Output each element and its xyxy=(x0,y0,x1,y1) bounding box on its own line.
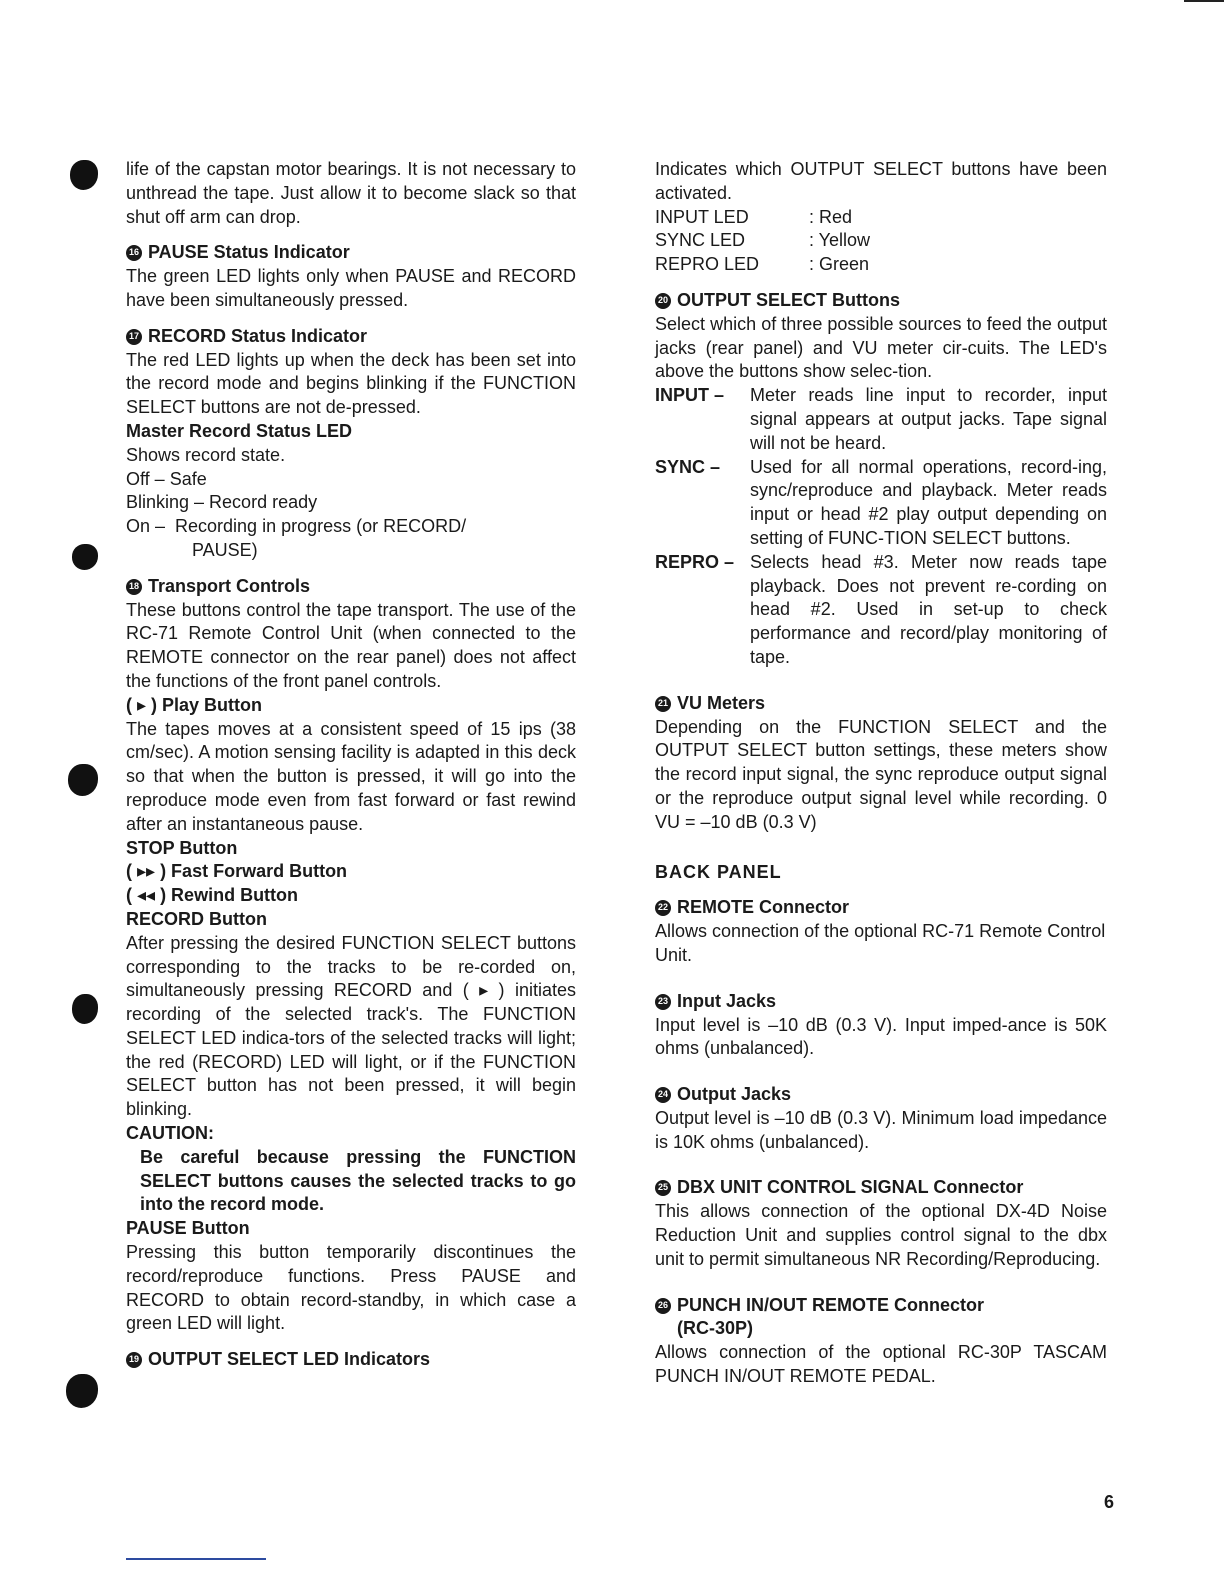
definition-sync xyxy=(655,456,1107,551)
caution-title: CAUTION: xyxy=(126,1123,214,1144)
dbx-heading xyxy=(655,1176,1107,1200)
ff-button-title: ( ▸▸ ) Fast Forward Button xyxy=(126,861,348,882)
item-number-badge: 18 xyxy=(126,579,142,595)
remote-text: Allows connection of the optional RC-71 Remote Control Unit. xyxy=(655,921,1106,965)
item-number-badge: 22 xyxy=(655,900,671,916)
play-button-text: The tapes moves at a consistent speed of 15 ips (38 cm/sec). A motion sensing facility is adapted in this deck so that when the button is pressed, it will go into the reproduce mode even from fast forward or fast rewind after an instantaneous pause. xyxy=(126,718,576,834)
stop-button-title: STOP Button xyxy=(126,837,238,858)
caution-text: Be careful because pressing the FUNCTION SELECT buttons causes the selected tracks to go into the record mode. xyxy=(140,1146,576,1215)
led-value: : Green xyxy=(809,254,870,275)
vu-meters-heading xyxy=(655,692,1107,716)
definition-term: SYNC – xyxy=(655,456,721,477)
punch-hole-2 xyxy=(72,544,98,570)
back-panel-heading: BACK PANEL xyxy=(655,861,782,882)
bottom-rule xyxy=(126,1558,266,1560)
definition-body: Meter reads line input to recorder, input signal appears at output jacks. Tape signal will not be heard. xyxy=(750,385,1107,453)
punch-hole-3 xyxy=(68,764,98,796)
heading-text: PUNCH IN/OUT REMOTE Connector xyxy=(677,1294,985,1315)
definition-input xyxy=(655,384,1107,455)
heading-text: VU Meters xyxy=(677,692,766,713)
pause-button-title: PAUSE Button xyxy=(126,1218,250,1239)
heading-text: OUTPUT SELECT Buttons xyxy=(677,289,900,310)
right-column xyxy=(655,158,1107,1389)
output-led-heading xyxy=(126,1348,576,1372)
heading-text: PAUSE Status Indicator xyxy=(148,242,350,263)
item-number-badge: 20 xyxy=(655,293,671,309)
item-number-badge: 16 xyxy=(126,245,142,261)
led-row xyxy=(655,229,1107,253)
output-jacks-heading xyxy=(655,1083,1107,1107)
master-line: Shows record state. xyxy=(126,444,286,465)
item-number-badge: 23 xyxy=(655,994,671,1010)
master-line: Off – Safe xyxy=(126,468,207,489)
item-number-badge: 21 xyxy=(655,696,671,712)
punch-hole-4 xyxy=(72,994,98,1024)
record-status-heading xyxy=(126,325,576,349)
definition-body: Selects head #3. Meter now reads tape playback. Does not prevent re-cording on head #2. Used in set-up to check performance and record/play monitoring of tape. xyxy=(750,551,1107,667)
intro-paragraph: life of the capstan motor bearings. It is not necessary to unthread the tape. Just allow it to become slack so that shut off arm can drop. xyxy=(126,159,576,227)
transport-text: These buttons control the tape transport. The use of the RC-71 Remote Control Unit (when connected to the REMOTE connector on the rear panel) does not affect the functions of the front panel controls. xyxy=(126,599,576,691)
led-value: : Red xyxy=(809,206,853,227)
definition-repro xyxy=(655,551,1107,670)
play-button-title: ( ▸ ) Play Button xyxy=(126,694,263,715)
definition-body: Used for all normal operations, record-ing, sync/reproduce and playback. Meter reads input or head #2 play output depending on setting of FUNC-TION SELECT buttons. xyxy=(750,456,1107,548)
punch-hole-5 xyxy=(66,1374,98,1408)
punch-heading-cont: (RC-30P) xyxy=(677,1318,754,1339)
master-on-line: On – Recording in progress (or RECORD/ xyxy=(126,516,467,537)
definition-term: REPRO – xyxy=(655,551,735,572)
transport-heading xyxy=(126,575,576,599)
output-buttons-text: Select which of three possible sources to feed the output jacks (rear panel) and VU meter cir-cuits. The LED's above the buttons show selec-tion. xyxy=(655,313,1107,382)
led-key: SYNC LED xyxy=(655,230,746,251)
heading-text: Transport Controls xyxy=(148,575,311,596)
punch-hole-1 xyxy=(70,160,98,190)
item-number-badge: 17 xyxy=(126,329,142,345)
item-number-badge: 24 xyxy=(655,1087,671,1103)
led-value: : Yellow xyxy=(809,230,871,251)
heading-text: RECORD Status Indicator xyxy=(148,325,368,346)
heading-text: REMOTE Connector xyxy=(677,897,850,918)
pause-status-text: The green LED lights only when PAUSE and RECORD have been simultaneously pressed. xyxy=(126,266,576,310)
led-intro-text: Indicates which OUTPUT SELECT buttons have been activated. xyxy=(655,159,1107,203)
punch-text: Allows connection of the optional RC-30P TASCAM PUNCH IN/OUT REMOTE PEDAL. xyxy=(655,1342,1107,1387)
vu-meters-text: Depending on the FUNCTION SELECT and the OUTPUT SELECT button settings, these meters show the record input signal, the sync reproduce output signal or the reproduce output signal level while recording. 0 VU = –10 dB (0.3 V) xyxy=(655,716,1107,832)
heading-text: DBX UNIT CONTROL SIGNAL Connector xyxy=(677,1177,1024,1198)
master-on-cont: PAUSE) xyxy=(192,539,258,560)
pause-status-heading xyxy=(126,241,576,265)
item-number-badge: 26 xyxy=(655,1298,671,1314)
master-record-title: Master Record Status LED xyxy=(126,420,353,441)
item-number-badge: 19 xyxy=(126,1352,142,1368)
heading-text: OUTPUT SELECT LED Indicators xyxy=(148,1349,431,1370)
rewind-button-title: ( ◂◂ ) Rewind Button xyxy=(126,885,299,906)
led-row xyxy=(655,206,1107,230)
top-rule xyxy=(1184,0,1224,2)
record-status-text: The red LED lights up when the deck has been set into the record mode and begins blinking if the FUNCTION SELECT buttons are not de-pressed. xyxy=(126,349,576,418)
led-key: REPRO LED xyxy=(655,254,760,275)
record-button-text: After pressing the desired FUNCTION SELECT buttons corresponding to the tracks to be re-corded on, simultaneously pressing RECORD and ( ▸ ) initiates recording of the selected track's. The FUNCTION SELECT LED indica-tors of the selected tracks will light; the red (RECORD) LED will light, or if the FUNCTION SELECT button has not been pressed, it will begin blinking. xyxy=(126,932,576,1120)
heading-text: Input Jacks xyxy=(677,990,777,1011)
input-jacks-heading xyxy=(655,990,1107,1014)
item-number-badge: 25 xyxy=(655,1180,671,1196)
remote-heading xyxy=(655,896,1107,920)
pause-button-text: Pressing this button temporarily discontinues the record/reproduce functions. Press PAUSE and RECORD to obtain record-standby, in which case a green LED will light. xyxy=(126,1242,576,1334)
input-jacks-text: Input level is –10 dB (0.3 V). Input imped-ance is 50K ohms (unbalanced). xyxy=(655,1014,1107,1059)
led-row xyxy=(655,253,1107,277)
dbx-text: This allows connection of the optional DX-4D Noise Reduction Unit and supplies control signal to the dbx unit to permit simultaneous NR Recording/Reproducing. xyxy=(655,1201,1107,1269)
led-key: INPUT LED xyxy=(655,206,749,227)
page-number: 6 xyxy=(1103,1492,1114,1512)
heading-text: Output Jacks xyxy=(677,1084,792,1105)
output-jacks-text: Output level is –10 dB (0.3 V). Minimum load impedance is 10K ohms (unbalanced). xyxy=(655,1107,1107,1152)
record-button-title: RECORD Button xyxy=(126,908,267,929)
output-buttons-heading xyxy=(655,289,1107,313)
punch-heading xyxy=(655,1294,1107,1318)
left-column xyxy=(126,158,576,1372)
master-line: Blinking – Record ready xyxy=(126,492,318,513)
definition-term: INPUT – xyxy=(655,385,725,406)
